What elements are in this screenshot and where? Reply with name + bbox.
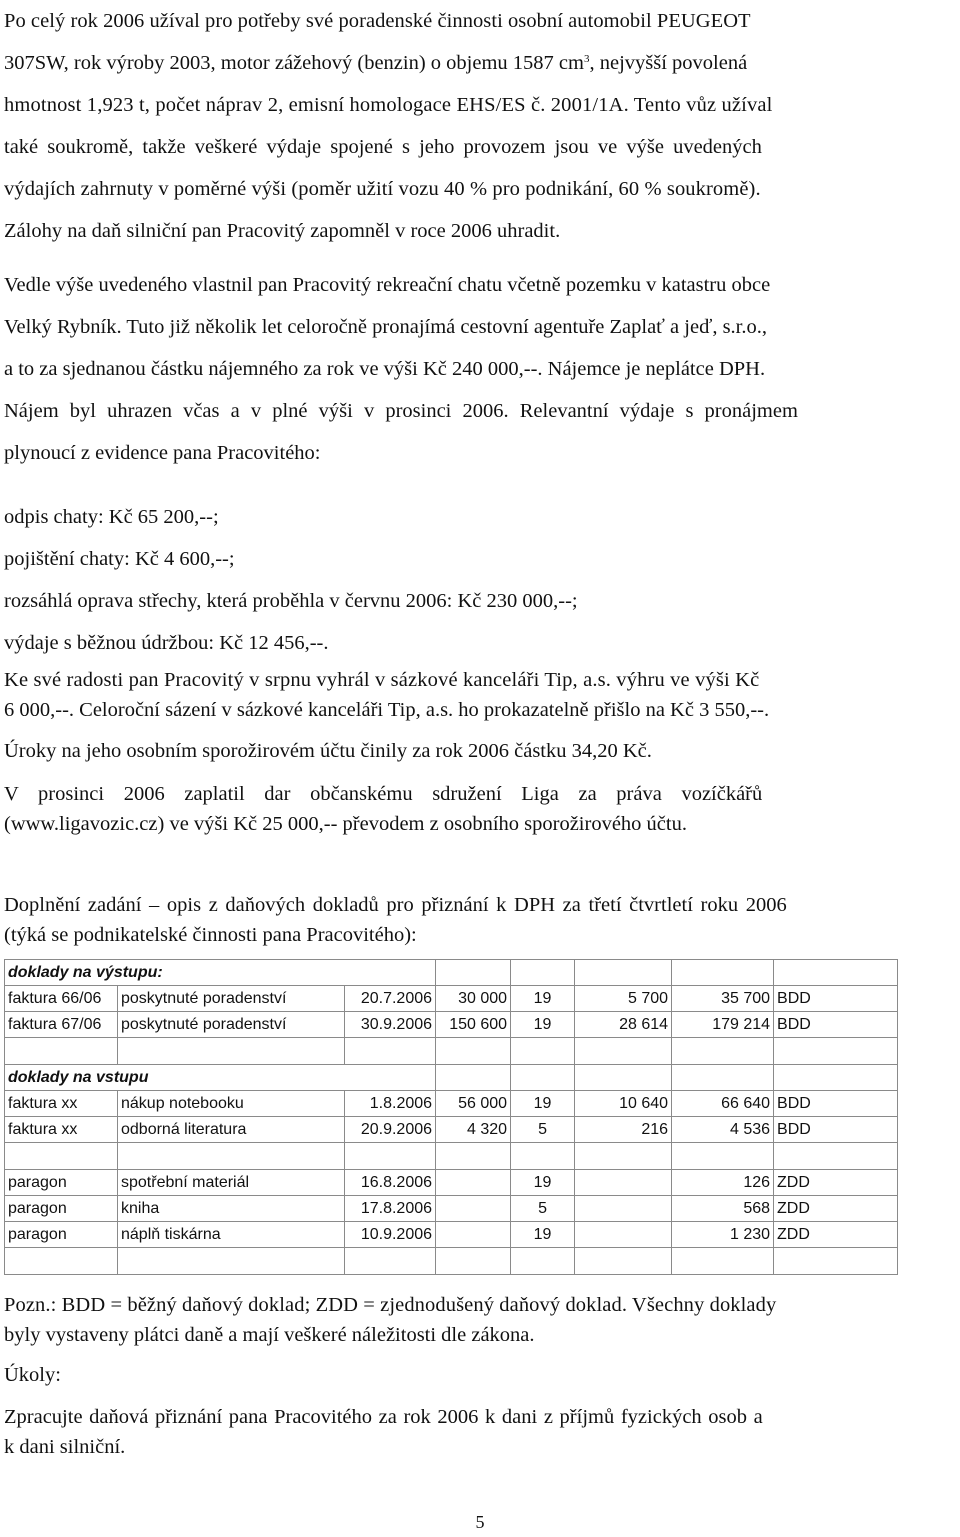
cell-description: odborná literatura — [118, 1117, 345, 1143]
text-line: Velký Rybník. Tuto již několik let celoročně pronajímá cestovní agentuře Zaplať a jeď, s.r.o., — [4, 316, 768, 338]
text-line: (týká se podnikatelské činnosti pana Pracovitého): — [4, 924, 417, 946]
section-header-row — [5, 960, 898, 986]
text-line: V prosinci 2006 zaplatil dar občanskému sdružení Liga za práva vozíčkářů — [4, 783, 763, 805]
cell-doc-type: faktura 66/06 — [5, 986, 118, 1012]
cell-total-amount: 179 214 — [672, 1012, 774, 1038]
section-header-row — [5, 1065, 898, 1091]
cell-vat-rate: 19 — [511, 1170, 575, 1196]
cell-base-amount: 150 600 — [436, 1012, 511, 1038]
cell-vat-amount: 10 640 — [575, 1091, 672, 1117]
section-header-vstup: doklady na vstupu — [5, 1065, 436, 1091]
list-item: rozsáhlá oprava střechy, která proběhla v červnu 2006: Kč 230 000,--; — [4, 590, 578, 612]
cell-vat-amount — [575, 1170, 672, 1196]
cell-date: 17.8.2006 — [345, 1196, 436, 1222]
text-line: k dani silniční. — [4, 1436, 126, 1458]
cell-total-amount: 66 640 — [672, 1091, 774, 1117]
text-line: a to za sjednanou částku nájemného za rok ve výši Kč 240 000,--. Nájemce je neplátce DPH. — [4, 358, 766, 380]
cell-base-amount: 56 000 — [436, 1091, 511, 1117]
cell-doc-kind: ZDD — [774, 1170, 898, 1196]
table-row — [5, 1222, 898, 1248]
text-line: Ke své radosti pan Pracovitý v srpnu vyhrál v sázkové kanceláři Tip, a.s. výhru ve výši Kč — [4, 669, 760, 691]
cell-vat-rate: 5 — [511, 1117, 575, 1143]
cell-vat-rate: 19 — [511, 986, 575, 1012]
table-row — [5, 1170, 898, 1196]
cell-base-amount — [436, 1196, 511, 1222]
text-line: výdajích zahrnuty v poměrné výši (poměr užití vozu 40 % pro podnikání, 60 % soukromě). — [4, 178, 761, 200]
cell-vat-amount — [575, 1222, 672, 1248]
text-line: plynoucí z evidence pana Pracovitého: — [4, 442, 321, 464]
paragraph-dar — [4, 779, 762, 839]
table-row — [5, 1012, 898, 1038]
cell-date: 20.9.2006 — [345, 1117, 436, 1143]
cell-vat-rate: 5 — [511, 1196, 575, 1222]
cell-doc-type: faktura xx — [5, 1117, 118, 1143]
cell-doc-type: paragon — [5, 1196, 118, 1222]
expense-list — [4, 496, 578, 664]
cell-doc-type: faktura 67/06 — [5, 1012, 118, 1038]
cell-base-amount: 4 320 — [436, 1117, 511, 1143]
cell-description: nákup notebooku — [118, 1091, 345, 1117]
cell-total-amount: 568 — [672, 1196, 774, 1222]
table-row — [5, 1091, 898, 1117]
cell-vat-amount: 216 — [575, 1117, 672, 1143]
documents-table — [4, 959, 898, 1275]
paragraph-sazka — [4, 665, 769, 725]
paragraph-zadani — [4, 1402, 956, 1462]
cell-date: 30.9.2006 — [345, 1012, 436, 1038]
cell-doc-kind: BDD — [774, 1117, 898, 1143]
paragraph-chata — [4, 264, 798, 474]
text-line: Doplnění zadání – opis z daňových dokladů pro přiznání k DPH za třetí čtvrtletí roku 2006 — [4, 894, 787, 916]
paragraph-pozn — [4, 1290, 956, 1350]
cell-total-amount: 1 230 — [672, 1222, 774, 1248]
blank-row — [5, 1143, 898, 1170]
cell-date: 10.9.2006 — [345, 1222, 436, 1248]
text-line: 307SW, rok výroby 2003, motor zážehový (benzin) o objemu 1587 $cm^3$, nejvyšší povolená — [4, 52, 748, 74]
cell-doc-kind: BDD — [774, 1012, 898, 1038]
ukoly-heading: Úkoly: — [4, 1364, 61, 1386]
text-line: také soukromě, takže veškeré výdaje spojené s jeho provozem jsou ve výše uvedených — [4, 136, 762, 158]
cell-date: 20.7.2006 — [345, 986, 436, 1012]
cell-vat-rate: 19 — [511, 1012, 575, 1038]
table-row — [5, 1117, 898, 1143]
cell-doc-kind: BDD — [774, 1091, 898, 1117]
paragraph-uroky: Úroky na jeho osobním sporožirovém účtu činily za rok 2006 částku 34,20 Kč. — [4, 740, 652, 762]
blank-row — [5, 1248, 898, 1275]
cell-doc-type: paragon — [5, 1222, 118, 1248]
cell-description: kniha — [118, 1196, 345, 1222]
cell-base-amount — [436, 1222, 511, 1248]
cell-description: poskytnuté poradenství — [118, 1012, 345, 1038]
cell-description: spotřební materiál — [118, 1170, 345, 1196]
paragraph-doplneni — [4, 890, 787, 950]
cell-vat-amount: 5 700 — [575, 986, 672, 1012]
cell-base-amount: 30 000 — [436, 986, 511, 1012]
cell-total-amount: 35 700 — [672, 986, 774, 1012]
cell-description: náplň tiskárna — [118, 1222, 345, 1248]
cell-doc-type: faktura xx — [5, 1091, 118, 1117]
cell-total-amount: 4 536 — [672, 1117, 774, 1143]
text-line: Nájem byl uhrazen včas a v plné výši v prosinci 2006. Relevantní výdaje s pronájmem — [4, 400, 798, 422]
text-line: Vedle výše uvedeného vlastnil pan Pracovitý rekreační chatu včetně pozemku v katastru obce — [4, 274, 771, 296]
text-line: Pozn.: BDD = běžný daňový doklad; ZDD = zjednodušený daňový doklad. Všechny doklady — [4, 1294, 777, 1316]
text-line: (www.ligavozic.cz) ve výši Kč 25 000,-- převodem z osobního sporožirového účtu. — [4, 813, 687, 835]
text-line: 6 000,--. Celoroční sázení v sázkové kanceláři Tip, a.s. ho prokazatelně přišlo na Kč 3 550,--. — [4, 699, 770, 721]
text-line: hmotnost 1,923 t, počet náprav 2, emisní homologace EHS/ES č. 2001/1A. Tento vůz užíval — [4, 94, 773, 116]
cell-doc-kind: ZDD — [774, 1222, 898, 1248]
blank-row — [5, 1038, 898, 1065]
cell-base-amount — [436, 1170, 511, 1196]
cell-date: 16.8.2006 — [345, 1170, 436, 1196]
cell-doc-kind: ZDD — [774, 1196, 898, 1222]
cell-doc-type: paragon — [5, 1170, 118, 1196]
text-line: Zálohy na daň silniční pan Pracovitý zapomněl v roce 2006 uhradit. — [4, 220, 561, 242]
cell-description: poskytnuté poradenství — [118, 986, 345, 1012]
paragraph-car — [4, 0, 772, 252]
list-item: výdaje s běžnou údržbou: Kč 12 456,--. — [4, 632, 329, 654]
list-item: pojištění chaty: Kč 4 600,--; — [4, 548, 235, 570]
cell-vat-amount — [575, 1196, 672, 1222]
table-row — [5, 1196, 898, 1222]
text-line: Po celý rok 2006 užíval pro potřeby své poradenské činnosti osobní automobil PEUGEOT — [4, 10, 751, 32]
cell-vat-amount: 28 614 — [575, 1012, 672, 1038]
text-line: byly vystaveny plátci daně a mají veškeré náležitosti dle zákona. — [4, 1324, 535, 1346]
cell-doc-kind: BDD — [774, 986, 898, 1012]
cell-total-amount: 126 — [672, 1170, 774, 1196]
page-number: 5 — [475, 1512, 485, 1532]
cell-vat-rate: 19 — [511, 1091, 575, 1117]
list-item: odpis chaty: Kč 65 200,--; — [4, 506, 219, 528]
section-header-vystup: doklady na výstupu: — [5, 960, 436, 986]
text-line: Zpracujte daňová přiznání pana Pracovitého za rok 2006 k dani z příjmů fyzických osob a — [4, 1406, 763, 1428]
cell-vat-rate: 19 — [511, 1222, 575, 1248]
cell-date: 1.8.2006 — [345, 1091, 436, 1117]
table-row — [5, 986, 898, 1012]
